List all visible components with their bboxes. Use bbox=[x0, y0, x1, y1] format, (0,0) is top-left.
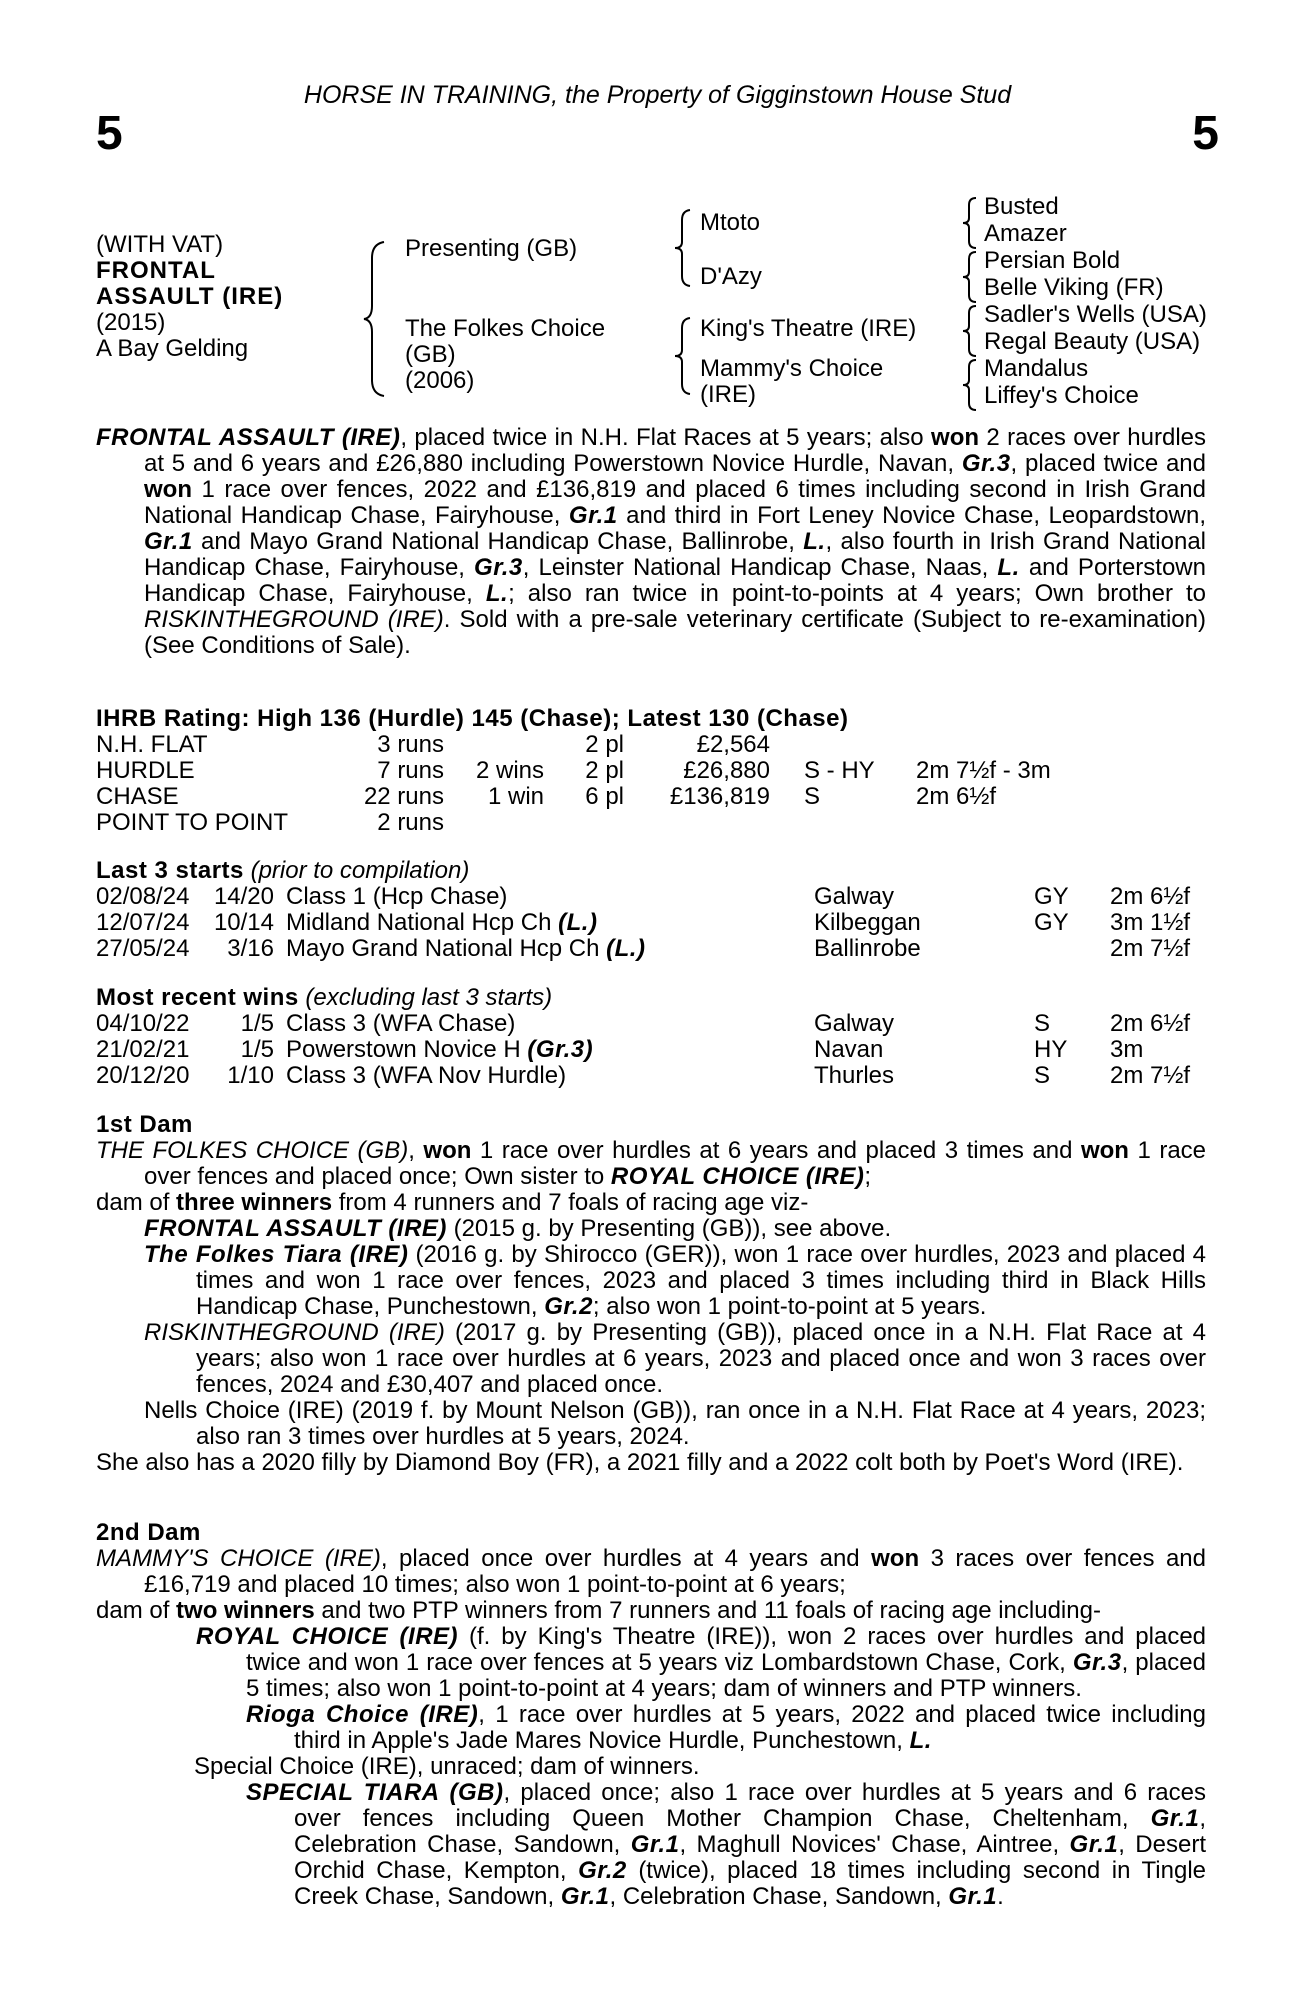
table-row: 20/12/20 1/10 Class 3 (WFA Nov Hurdle) Thurles S 2m 7½f bbox=[96, 1062, 1191, 1089]
sire: Presenting (GB) bbox=[405, 235, 578, 262]
progeny-item: SPECIAL TIARA (GB), placed once; also 1 race over hurdles at 5 years and 6 races over fences including Queen Mother Champion Chase, Cheltenham, Gr.1, Celebration Chase, Sandown, Gr.1, Maghull Novices' Chase, Aintree, Gr.1, Desert Orchid Chase, Kempton, Gr.2 (twice), placed 18 times including second in Tingle Creek Chase, Sandown, Gr.1, Celebration Chase, Sandown, Gr.1. bbox=[246, 1779, 1207, 1910]
pedigree-g3-6: Regal Beauty (USA) bbox=[984, 328, 1201, 355]
horse-description: A Bay Gelding bbox=[96, 335, 249, 362]
stats-row: POINT TO POINT 2 runs bbox=[96, 809, 444, 836]
pedigree-g3-2: Amazer bbox=[984, 220, 1067, 247]
lot-number-left: 5 bbox=[96, 107, 123, 160]
stats-table bbox=[96, 732, 1051, 836]
dam-line1: The Folkes Choice bbox=[405, 315, 606, 342]
intro-paragraph: FRONTAL ASSAULT (IRE), placed twice in N.H. Flat Races at 5 years; also won 2 races over hurdles at 5 and 6 years and £26,880 including Powerstown Novice Hurdle, Navan, Gr.3, placed twice and won 1 race over fences, 2022 and £136,819 and placed 6 times including second in Irish Grand National Handicap Chase, Fairyhouse, Gr.1 and third in Fort Leney Novice Chase, Leopardstown, Gr.1 and Mayo Grand National Handicap Chase, Ballinrobe, L., also fourth in Irish Grand National Handicap Chase, Fairyhouse, Gr.3, Leinster National Handicap Chase, Naas, L. and Porterstown Handicap Chase, Fairyhouse, L.; also ran twice in point-to-points at 4 years; Own brother to RISKINTHEGROUND (IRE). Sold with a pre-sale veterinary certificate (Subject to re-examination) (See Conditions of Sale). bbox=[96, 424, 1207, 659]
brother-name: RISKINTHEGROUND (IRE) bbox=[144, 606, 444, 633]
pedigree-g3-8: Liffey's Choice bbox=[984, 382, 1139, 409]
pedigree-g3-7: Mandalus bbox=[984, 355, 1089, 382]
pedigree-brace-dam bbox=[672, 316, 696, 396]
first-dam-section: 1st Dam THE FOLKES CHOICE (GB), won 1 race over hurdles at 6 years and placed 3 times and won 1 race over fences and placed once; Own sister to ROYAL CHOICE (IRE); dam of three winners from 4 runners and 7 foals of racing age viz- FRONTAL ASSAULT (IRE) (2015 g. by Presenting (GB)), see above. The Folkes Tiara (IRE) (2016 g. by Shirocco (GER)), won 1 race over hurdles, 2023 and placed 4 times and won 1 race over fences, 2023 and placed 3 times including third in Black Hills Handicap Chase, Punchestown, Gr.2; also won 1 point-to-point at 5 years. RISKINTHEGROUND (IRE) (2017 g. by Presenting (GB)), placed once in a N.H. Flat Race at 4 years; also won 1 race over hurdles at 6 years, 2023 and placed once and won 3 races over fences, 2024 and £30,407 and placed once. Nells Choice (IRE) (2019 f. by Mount Nelson (GB)), ran once in a N.H. Flat Race at 4 years, 2023; also ran 3 times over hurdles at 5 years, 2024. She also has a 2020 filly by Diamond Boy (FR), a 2021 filly and a 2022 colt both by Poet's Word (IRE). bbox=[96, 1111, 1207, 1476]
last3-table bbox=[96, 884, 1190, 962]
dam-line2: (GB) bbox=[405, 341, 456, 368]
dam-dam-line2: (IRE) bbox=[700, 381, 756, 408]
first-dam-heading: 1st Dam bbox=[96, 1111, 193, 1138]
progeny-item: Rioga Choice (IRE), 1 race over hurdles at 5 years, 2022 and placed twice including third in Apple's Jade Mares Novice Hurdle, Punchestown, L. bbox=[246, 1701, 1206, 1754]
sire-sire: Mtoto bbox=[700, 209, 761, 236]
second-dam-section: 2nd Dam MAMMY'S CHOICE (IRE), placed once over hurdles at 4 years and won 3 races over fences and £16,719 and placed 10 times; also won 1 point-to-point at 6 years; dam of two winners and two PTP winners from 7 runners and 11 foals of racing age including- ROYAL CHOICE (IRE) (f. by King's Theatre (IRE)), won 2 races over hurdles and placed twice and won 1 race over fences at 5 years viz Lombardstown Chase, Cork, Gr.3, placed 5 times; also won 1 point-to-point at 4 years; dam of winners and PTP winners. Rioga Choice (IRE), 1 race over hurdles at 5 years, 2022 and placed twice including third in Apple's Jade Mares Novice Hurdle, Punchestown, L. Special Choice (IRE), unraced; dam of winners. SPECIAL TIARA (GB), placed once; also 1 race over hurdles at 5 years and 6 races over fences including Queen Mother Champion Chase, Cheltenham, Gr.1, Celebration Chase, Sandown, Gr.1, Maghull Novices' Chase, Aintree, Gr.1, Desert Orchid Chase, Kempton, Gr.2 (twice), placed 18 times including second in Tingle Creek Chase, Sandown, Gr.1, Celebration Chase, Sandown, Gr.1. bbox=[96, 1519, 1207, 1910]
pedigree-g3-1: Busted bbox=[984, 193, 1059, 220]
pedigree-brace-g3-2 bbox=[960, 250, 980, 304]
table-row: 04/10/22 1/5 Class 3 (WFA Chase) Galway S 2m 6½f bbox=[96, 1010, 1191, 1037]
progeny-item: RISKINTHEGROUND (IRE) (2017 g. by Presenting (GB)), placed once in a N.H. Flat Race at 4 years; also won 1 race over hurdles at 6 years, 2023 and placed once and won 3 races over fences, 2024 and £30,407 and placed once. bbox=[144, 1319, 1206, 1398]
progeny-item: The Folkes Tiara (IRE) (2016 g. by Shirocco (GER)), won 1 race over hurdles, 2023 and placed 4 times and won 1 race over fences, 2023 and placed 3 times including third in Black Hills Handicap Chase, Punchestown, Gr.2; also won 1 point-to-point at 5 years. bbox=[144, 1241, 1207, 1320]
vat-label: (WITH VAT) bbox=[96, 231, 224, 258]
recent-table bbox=[96, 1011, 1190, 1089]
second-dam-name: MAMMY'S CHOICE (IRE) bbox=[96, 1545, 381, 1572]
dam bbox=[405, 316, 605, 394]
ihrb-rating: IHRB Rating: High 136 (Hurdle) 145 (Chase); Latest 130 (Chase) bbox=[96, 705, 849, 732]
dam-dam bbox=[700, 356, 883, 408]
recent-heading: Most recent wins (excluding last 3 starts) bbox=[96, 984, 553, 1011]
dam-sire: King's Theatre (IRE) bbox=[700, 315, 917, 342]
table-row: 21/02/21 1/5 Powerstown Novice H (Gr.3) Navan HY 3m bbox=[96, 1036, 1144, 1063]
intro-horse-name: FRONTAL ASSAULT (IRE) bbox=[96, 424, 401, 451]
progeny-item: FRONTAL ASSAULT (IRE) (2015 g. by Presenting (GB)), see above. bbox=[144, 1215, 892, 1242]
pedigree-brace-g3-4 bbox=[960, 358, 980, 412]
pedigree-brace-main bbox=[362, 240, 392, 398]
horse-name-line2: ASSAULT (IRE) bbox=[96, 283, 284, 310]
stats-row: CHASE 22 runs 1 win 6 pl £136,819 S 2m 6½f bbox=[96, 783, 997, 810]
pedigree-g3-5: Sadler's Wells (USA) bbox=[984, 301, 1207, 328]
pedigree-horse bbox=[96, 232, 326, 362]
lot-number-right: 5 bbox=[1192, 107, 1219, 160]
dam-line3: (2006) bbox=[405, 367, 475, 394]
sire-dam: D'Azy bbox=[700, 263, 762, 290]
dam-dam-line1: Mammy's Choice bbox=[700, 355, 884, 382]
also-note: She also has a 2020 filly by Diamond Boy (FR), a 2021 filly and a 2022 colt both by Poet's Word (IRE). bbox=[96, 1449, 1184, 1476]
pedigree-brace-g3-1 bbox=[960, 196, 980, 250]
first-dam-name: THE FOLKES CHOICE (GB) bbox=[96, 1137, 409, 1164]
pedigree-brace-g3-3 bbox=[960, 304, 980, 358]
progeny-item: ROYAL CHOICE (IRE) (f. by King's Theatre (IRE)), won 2 races over hurdles and placed twice and won 1 race over fences at 5 years viz Lombardstown Chase, Cork, Gr.3, placed 5 times; also won 1 point-to-point at 4 years; dam of winners and PTP winners. bbox=[196, 1623, 1207, 1702]
horse-name-line1: FRONTAL bbox=[96, 257, 216, 284]
page-header: HORSE IN TRAINING, the Property of Gigginstown House Stud bbox=[303, 81, 1012, 109]
horse-year: (2015) bbox=[96, 309, 166, 336]
progeny-item: Special Choice (IRE), unraced; dam of winners. bbox=[194, 1753, 700, 1780]
pedigree-g3-4: Belle Viking (FR) bbox=[984, 274, 1164, 301]
table-row: 02/08/24 14/20 Class 1 (Hcp Chase) Galway GY 2m 6½f bbox=[96, 883, 1191, 910]
pedigree-g3-3: Persian Bold bbox=[984, 247, 1121, 274]
pedigree-brace-sire bbox=[672, 208, 696, 288]
table-row: 12/07/24 10/14 Midland National Hcp Ch (L.) Kilbeggan GY 3m 1½f bbox=[96, 909, 1191, 936]
stats-row: N.H. FLAT 3 runs 2 pl £2,564 bbox=[96, 731, 770, 758]
last3-heading: Last 3 starts (prior to compilation) bbox=[96, 857, 470, 884]
progeny-item: Nells Choice (IRE) (2019 f. by Mount Nelson (GB)), ran once in a N.H. Flat Race at 4 years, 2023; also ran 3 times over hurdles at 5 years, 2024. bbox=[144, 1397, 1206, 1450]
table-row: 27/05/24 3/16 Mayo Grand National Hcp Ch (L.) Ballinrobe 2m 7½f bbox=[96, 935, 1191, 962]
stats-row: HURDLE 7 runs 2 wins 2 pl £26,880 S - HY 2m 7½f - 3m bbox=[96, 757, 1051, 784]
second-dam-heading: 2nd Dam bbox=[96, 1519, 201, 1546]
